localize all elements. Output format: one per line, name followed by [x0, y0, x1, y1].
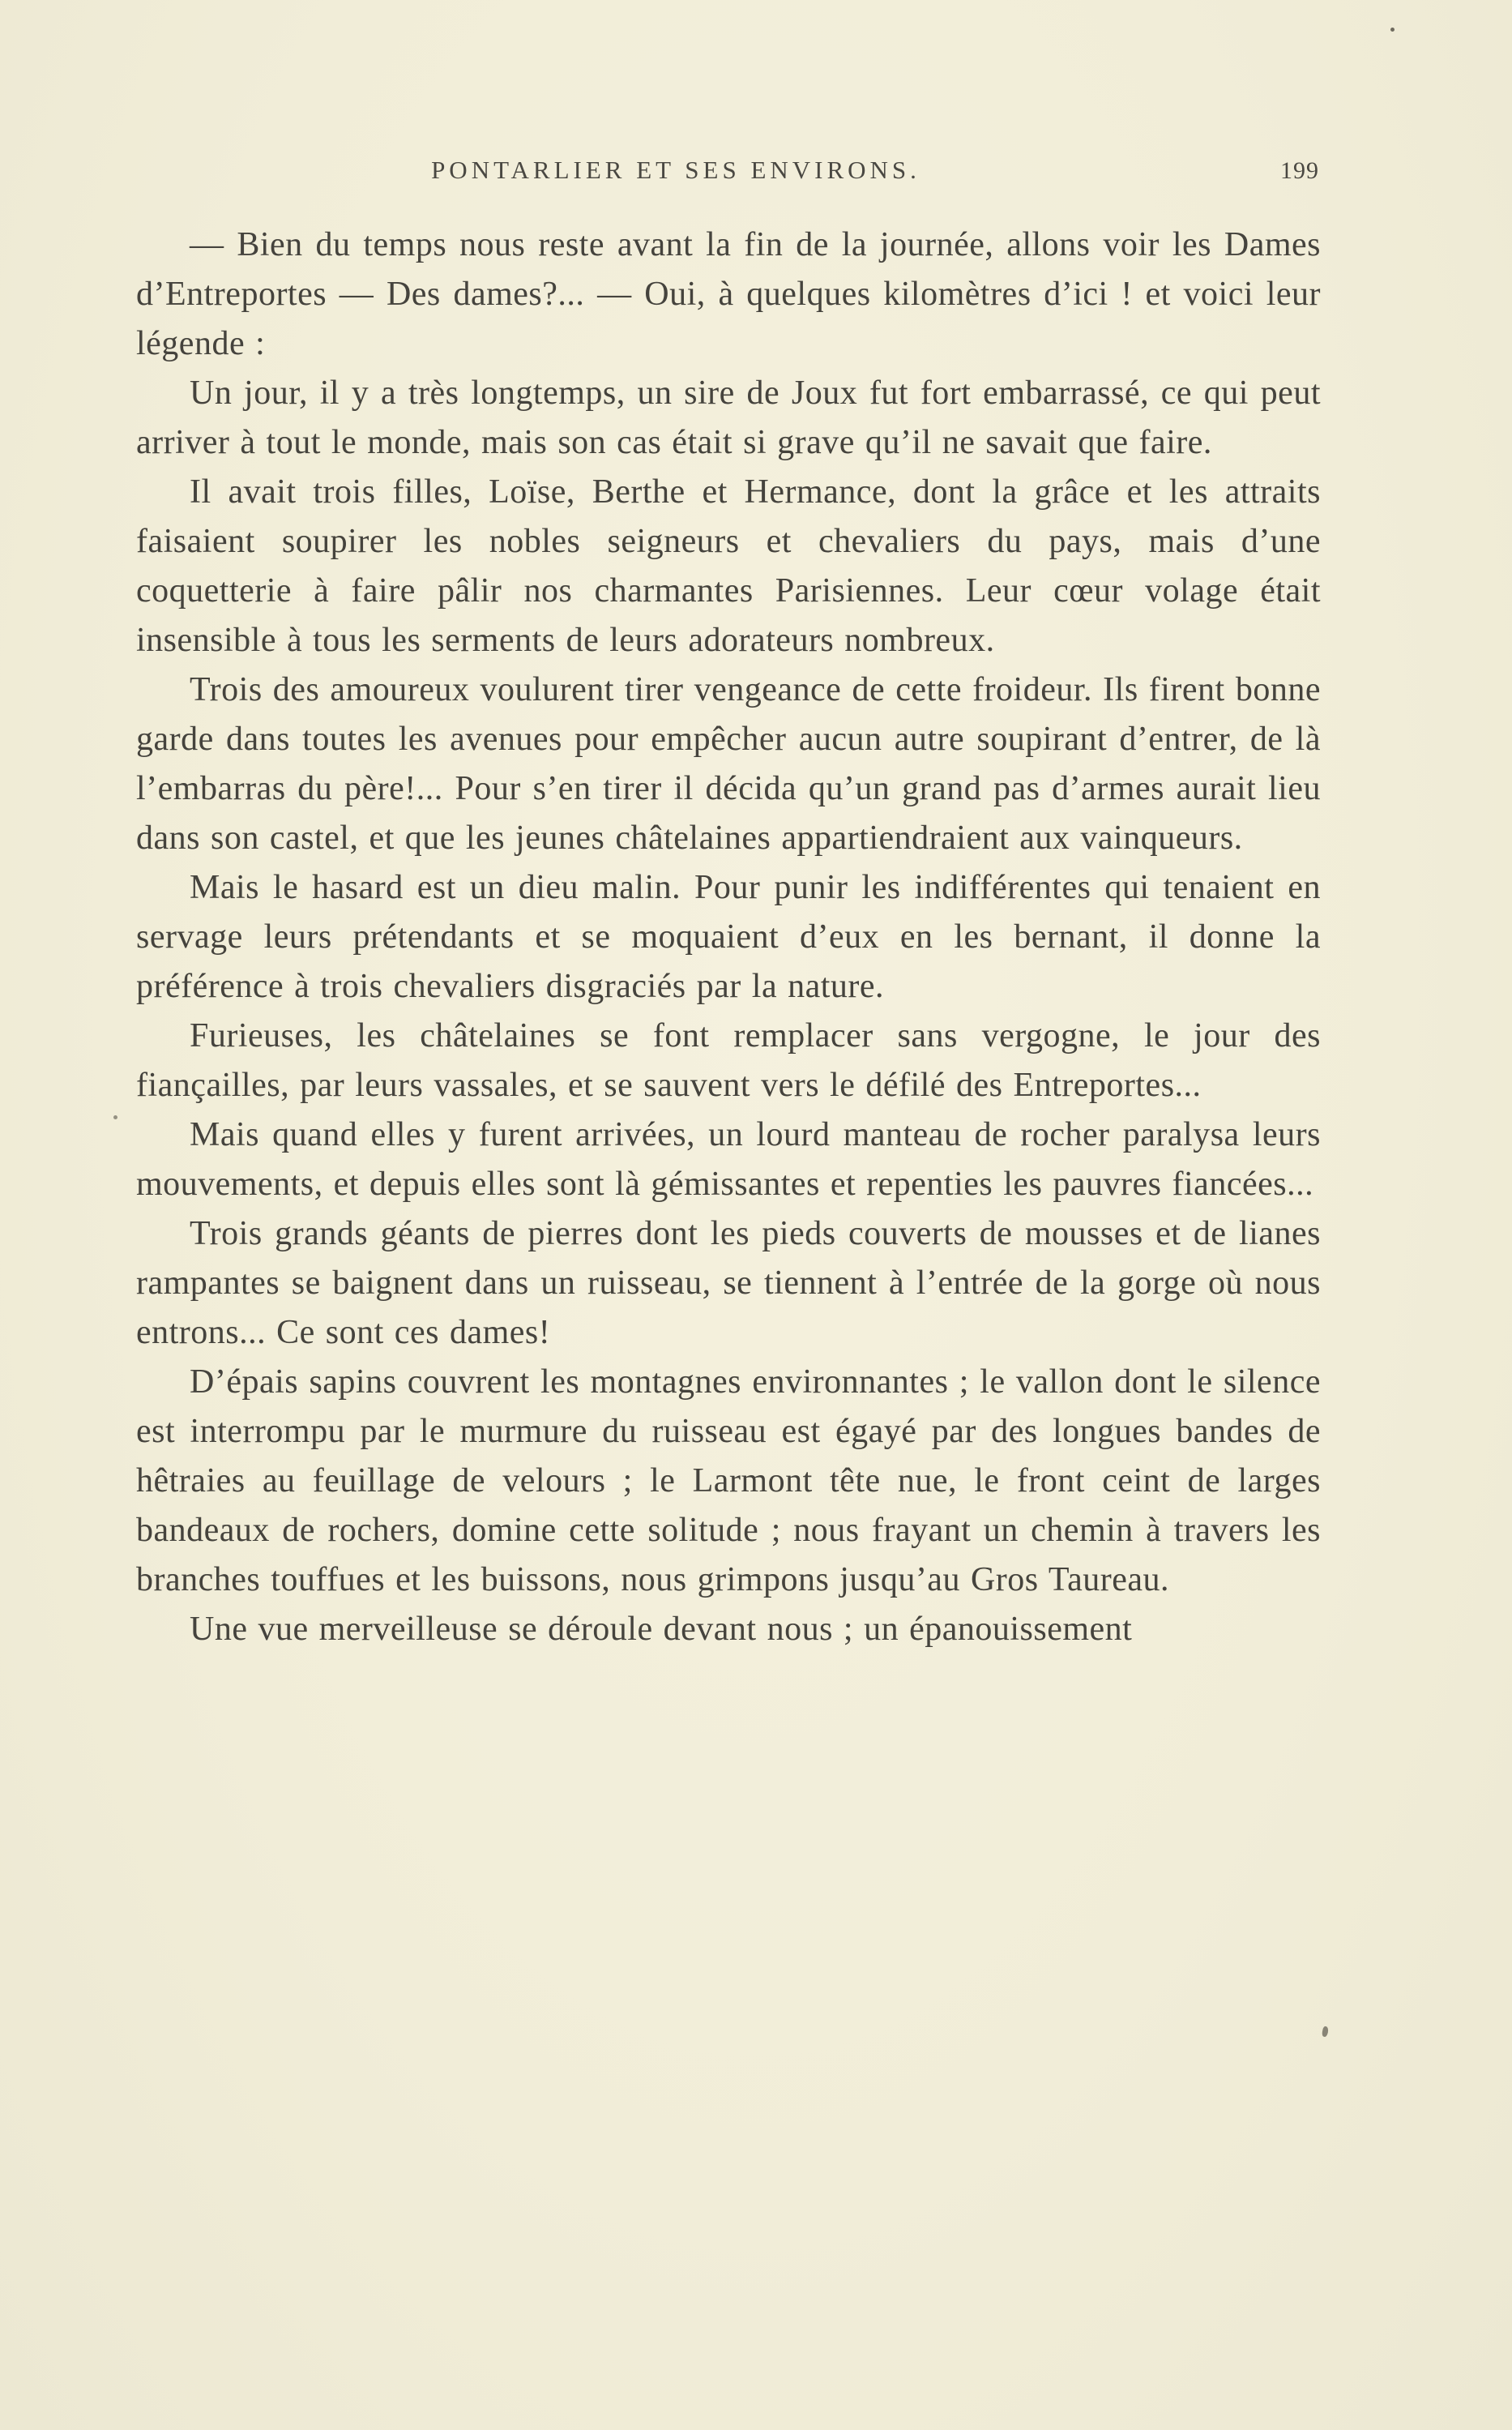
paragraph: Un jour, il y a très longtemps, un sire de Joux fut fort embarrassé, ce qui peut arriver à tout le monde, mais son cas était si grave qu’il ne savait que faire. [136, 374, 1321, 461]
paragraph: Mais le hasard est un dieu malin. Pour punir les indifférentes qui tenaient en servage leurs prétendants et se moquaient d’eux en les bernant, il donne la préférence à trois chevaliers disgraciés par la nature. [136, 869, 1321, 1005]
paragraph: Mais quand elles y furent arrivées, un lourd manteau de rocher paralysa leurs mouvements, et depuis elles sont là gémissantes et repenties les pauvres fiancées... [136, 1116, 1321, 1203]
text-block [136, 156, 1321, 1654]
paragraph: Une vue merveilleuse se déroule devant nous ; un épanouissement [190, 1611, 1133, 1648]
paragraph: Furieuses, les châtelaines se font remplacer sans vergogne, le jour des fiançailles, par leurs vassales, et se sauvent vers le défilé des Entreportes... [136, 1017, 1321, 1104]
paragraph: Trois grands géants de pierres dont les pieds couverts de mousses et de lianes rampantes se baignent dans un ruisseau, se tiennent à l’entrée de la gorge où nous entrons... Ce sont ces dames! [136, 1215, 1321, 1351]
body-text [136, 220, 1321, 1654]
running-header-title: PONTARLIER ET SES ENVIRONS. [431, 156, 920, 184]
paper-speck [1322, 2026, 1330, 2037]
paper-speck [1390, 28, 1395, 32]
paragraph: — Bien du temps nous reste avant la fin de la journée, allons voir les Dames d’Entreportes — Des dames?... — Oui, à quelques kilomètres d’ici ! et voici leur légende : [136, 226, 1321, 362]
running-header [136, 156, 1321, 193]
paper-speck [113, 1115, 117, 1119]
paragraph: Trois des amoureux voulurent tirer vengeance de cette froideur. Ils firent bonne garde dans toutes les avenues pour empêcher aucun autre soupirant d’entrer, de là l’embarras du père!... Pour s’en tirer il décida qu’un grand pas d’armes aurait lieu dans son castel, et que les jeunes châtelaines appartiendraient aux vainqueurs. [136, 671, 1321, 857]
paragraph: D’épais sapins couvrent les montagnes environnantes ; le vallon dont le silence est interrompu par le murmure du ruisseau est égayé par des longues bandes de hêtraies au feuillage de velours ; le Larmont tête nue, le front ceint de larges bandeaux de rochers, domine cette solitude ; nous frayant un chemin à travers les branches touffues et les buissons, nous grimpons jusqu’au Gros Taureau. [136, 1363, 1321, 1598]
page-number: 199 [1280, 157, 1319, 184]
paragraph: Il avait trois filles, Loïse, Berthe et Hermance, dont la grâce et les attraits faisaient soupirer les nobles seigneurs et chevaliers du pays, mais d’une coquetterie à faire pâlir nos charmantes Parisiennes. Leur cœur volage était insensible à tous les serments de leurs adorateurs nombreux. [136, 473, 1321, 659]
